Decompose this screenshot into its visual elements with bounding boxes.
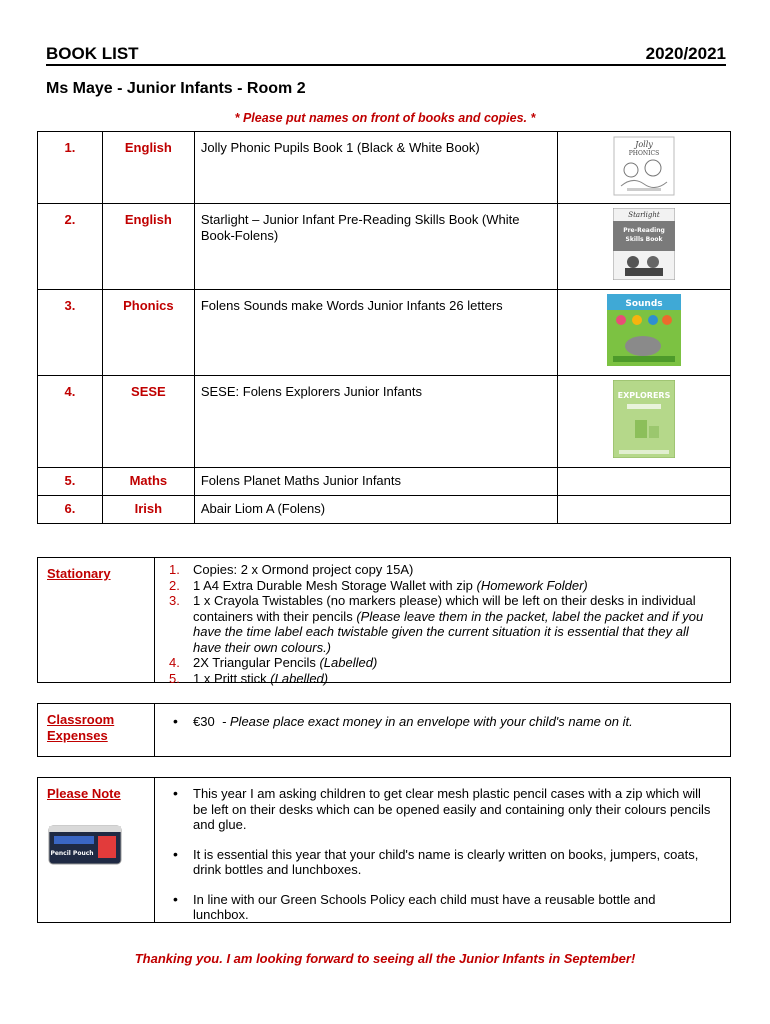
book-number: 1. — [38, 132, 103, 204]
table-row — [38, 204, 731, 290]
expenses-list — [193, 714, 713, 744]
table-row — [38, 496, 731, 524]
list-item: 1. Copies: 2 x Ormond project copy 15A) — [169, 562, 414, 577]
please-note-label: Please Note — [47, 786, 121, 801]
expenses-amount: €30 — [193, 714, 215, 729]
list-item: 2. 1 A4 Extra Durable Mesh Storage Wallet with zip (Homework Folder) — [169, 577, 588, 593]
book-subject: Phonics — [102, 290, 194, 376]
table-row — [38, 376, 731, 468]
book-title: Folens Planet Maths Junior Infants — [194, 468, 557, 496]
book-number: 2. — [38, 204, 103, 290]
book-subject: Maths — [102, 468, 194, 496]
table-row — [38, 290, 731, 376]
svg-text:EXPLORERS: EXPLORERS — [617, 391, 671, 400]
page-header — [46, 44, 726, 66]
list-item: • This year I am asking children to get clear mesh plastic pencil cases with a zip which will be left on their desks which can be opened easily and containing only their colours pencils and glue. — [193, 786, 713, 833]
book-number: 3. — [38, 290, 103, 376]
svg-text:Pre-Reading: Pre-Reading — [623, 227, 665, 234]
class-subtitle: Ms Maye - Junior Infants - Room 2 — [46, 80, 306, 97]
svg-text:Skills Book: Skills Book — [625, 236, 663, 243]
book-list-table — [37, 131, 731, 524]
table-row — [38, 468, 731, 496]
school-year: 2020/2021 — [645, 44, 726, 63]
list-item: • In line with our Green Schools Policy each child must have a reusable bottle and lunchbox. — [193, 892, 713, 923]
stationary-section — [37, 557, 731, 686]
book-number: 6. — [38, 496, 103, 524]
closing-message: Thanking you. I am looking forward to seeing all the Junior Infants in September! — [134, 951, 636, 966]
list-item: • It is essential this year that your child's name is clearly written on books, jumpers, coats, drink bottles and lunchboxes. — [193, 847, 713, 878]
book-subject: SESE — [102, 376, 194, 468]
book-title: SESE: Folens Explorers Junior Infants — [194, 376, 557, 468]
book-subject: English — [102, 132, 194, 204]
table-row — [38, 132, 731, 204]
book-subject: English — [102, 204, 194, 290]
names-note: * Please put names on front of books and copies. * — [234, 111, 536, 125]
pouch-label: Pencil Pouch — [50, 850, 94, 857]
list-item — [193, 714, 713, 730]
list-item: 5. 1 x Pritt stick (Labelled) — [169, 670, 329, 686]
expenses-label: Classroom Expenses — [47, 712, 115, 743]
book-title: Jolly Phonic Pupils Book 1 (Black & White Book) — [194, 132, 557, 204]
book-title: Starlight – Junior Infant Pre-Reading Skills Book (White Book-Folens) — [194, 204, 557, 290]
book-number: 4. — [38, 376, 103, 468]
svg-text:Jolly: Jolly — [635, 140, 653, 149]
book-subject: Irish — [102, 496, 194, 524]
starlight-brand: Starlight — [628, 211, 660, 219]
book-title: Abair Liom A (Folens) — [194, 496, 557, 524]
jolly-phonics-cover — [613, 136, 675, 196]
sounds-cover — [607, 294, 681, 366]
please-note-section — [37, 777, 731, 923]
expenses-section — [37, 703, 731, 757]
svg-text:Sounds: Sounds — [625, 299, 663, 309]
starlight-cover — [613, 208, 675, 280]
page-title: BOOK LIST — [46, 44, 139, 63]
book-title: Folens Sounds make Words Junior Infants 26 letters — [194, 290, 557, 376]
list-item: 4. 2X Triangular Pencils (Labelled) — [169, 655, 378, 670]
list-item: 3. 1 x Crayola Twistables (no markers please) which will be left on their desks in individual containers with their pencils (Please leave them in the packet, label the packet and if you have the time label each twistable given the current situation it is essential that they all have their own colours.) — [169, 593, 704, 655]
please-note-list — [193, 786, 713, 937]
pencil-pouch-image — [48, 822, 122, 866]
explorers-cover — [613, 380, 675, 458]
svg-text:PHONICS: PHONICS — [628, 150, 660, 157]
book-number: 5. — [38, 468, 103, 496]
stationary-list — [169, 562, 713, 686]
stationary-label: Stationary — [47, 566, 111, 581]
expenses-text: - Please place exact money in an envelope with your child's name on it. — [221, 714, 633, 729]
